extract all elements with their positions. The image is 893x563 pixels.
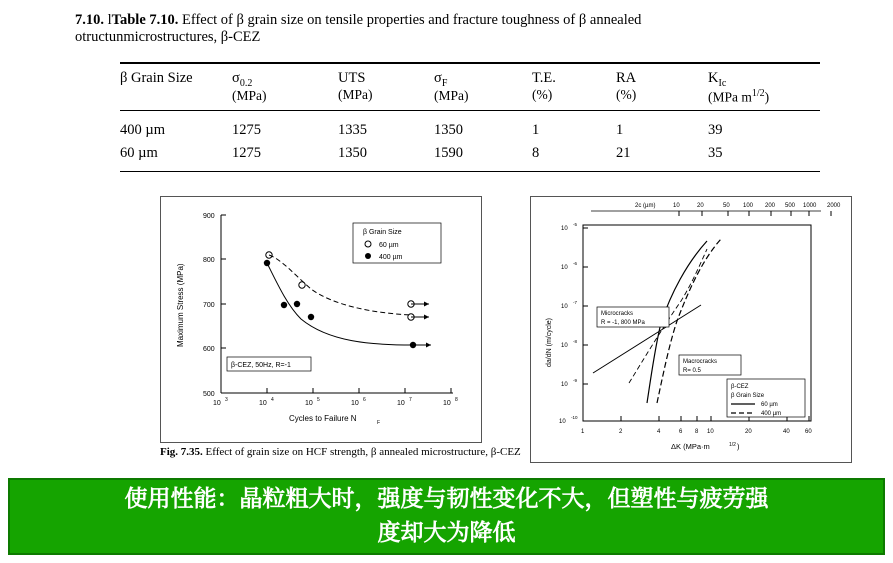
summary-banner [8,478,885,555]
svg-text:10: 10 [305,400,313,407]
svg-text:50: 50 [723,203,730,209]
svg-text:600: 600 [203,346,215,353]
header-main: RA [616,69,637,86]
svg-text:-5: -5 [573,222,578,227]
svg-text:Maximum Stress (MPa): Maximum Stress (MPa) [176,263,185,347]
svg-text:): ) [737,442,740,451]
svg-text:60: 60 [805,429,812,435]
header-main: $K_{Ic}$ [708,69,727,89]
svg-text:-8: -8 [573,339,578,344]
cell-fracture-toughness: 35 [708,144,723,161]
svg-text:10: 10 [443,400,451,407]
svg-text:20: 20 [745,429,752,435]
svg-text:da/dN (m/cycle): da/dN (m/cycle) [546,317,553,367]
header-main: $\sigma_{0.2}$ [232,69,253,89]
svg-text:2: 2 [619,429,623,435]
column-header-fracture-stress [434,64,532,108]
cell-uts: 1335 [338,121,367,138]
svg-text:4: 4 [271,397,274,403]
caption-table-label: Table 7.10. [111,12,179,28]
cell-fracture-stress: 1590 [434,144,463,161]
svg-text:-7: -7 [573,300,578,305]
svg-text:10: 10 [213,400,221,407]
svg-text:Microcracks: Microcracks [601,311,634,317]
svg-text:500: 500 [785,203,796,209]
figure-caption-text: Effect of grain size on HCF strength, β annealed microstructure, β-CEZ [205,446,521,458]
caption-section-number: 7.10. [75,12,104,28]
svg-text:60 µm: 60 µm [761,402,778,408]
table-caption-line2 [75,29,875,46]
cell-total-elongation: 8 [532,144,540,161]
svg-text:700: 700 [203,302,215,309]
svg-text:10: 10 [259,400,267,407]
cell-ra: 21 [616,144,631,161]
svg-text:R = -1, 800 MPa: R = -1, 800 MPa [601,320,645,326]
svg-text:6: 6 [679,429,683,435]
header-unit: (MPa) [434,88,469,104]
figures-area [60,196,850,466]
header-main: UTS [338,69,366,86]
cell-grain-size: 60 µm [120,144,158,161]
svg-text:60 µm: 60 µm [379,242,399,249]
banner-line-2: 度却大为降低 [377,519,516,546]
svg-text:β-CEZ: β-CEZ [731,384,749,390]
cell-total-elongation: 1 [532,121,540,138]
header-unit: (MPa) [338,86,373,102]
caption-text: Effect of β grain size on tensile properties and fracture toughness of β annealed [182,12,642,28]
svg-text:8: 8 [695,429,699,435]
caption-line2-overlap: otructun [75,29,124,45]
svg-text:400 µm: 400 µm [379,254,403,261]
svg-text:10: 10 [561,304,568,310]
svg-text:8: 8 [455,397,458,403]
svg-text:10: 10 [351,400,359,407]
table-row [120,119,820,142]
svg-text:1/2: 1/2 [729,442,736,448]
figure-hcf-strength [160,196,482,443]
svg-text:1000: 1000 [803,203,817,209]
figure-caption-number: Fig. 7.35. [160,446,203,458]
svg-text:7: 7 [409,397,412,403]
cell-grain-size: 400 µm [120,121,166,138]
header-unit: (%) [616,86,637,102]
header-unit: (%) [532,86,553,102]
cell-ra: 1 [616,121,624,138]
cell-uts: 1350 [338,144,367,161]
svg-text:3: 3 [225,397,228,403]
svg-text:β Grain Size: β Grain Size [731,393,765,399]
svg-text:-10: -10 [571,415,578,420]
svg-text:10: 10 [561,382,568,388]
svg-text:1: 1 [581,429,585,435]
svg-text:-6: -6 [573,261,578,266]
svg-text:200: 200 [765,203,776,209]
table-row [120,142,820,165]
svg-text:800: 800 [203,257,215,264]
header-main: $\sigma_F$ [434,69,448,89]
svg-text:10: 10 [561,226,568,232]
svg-text:ΔK (MPa·m: ΔK (MPa·m [671,442,710,451]
svg-text:Macrocracks: Macrocracks [683,359,718,365]
svg-text:10: 10 [561,343,568,349]
svg-text:20: 20 [697,203,704,209]
header-main: T.E. [532,69,556,86]
column-header-total-elongation [532,64,616,108]
svg-text:β-CEZ, 50Hz, R=-1: β-CEZ, 50Hz, R=-1 [231,362,291,369]
cell-yield-strength: 1275 [232,121,261,138]
header-unit: (MPa $m^{1/2}$) [708,88,770,105]
table-caption [75,10,875,31]
svg-text:Cycles to Failure N: Cycles to Failure N [289,414,357,423]
data-table [120,62,820,172]
figure-crack-growth [530,196,852,463]
svg-text:500: 500 [203,391,215,398]
caption-overlap-char: l [107,12,112,28]
table-bottom-rule [120,171,820,173]
svg-text:10: 10 [559,419,566,425]
svg-text:900: 900 [203,213,215,220]
hcf-chart-svg [161,197,479,440]
svg-text:4: 4 [657,429,661,435]
cell-yield-strength: 1275 [232,144,261,161]
header-main: β Grain Size [120,69,193,86]
svg-text:400 µm: 400 µm [761,411,782,417]
svg-text:R= 0.5: R= 0.5 [683,368,701,374]
table-header-row [120,64,820,108]
svg-text:10: 10 [707,429,714,435]
svg-text:6: 6 [363,397,366,403]
svg-text:-9: -9 [573,378,578,383]
column-header-fracture-toughness [708,64,820,108]
svg-text:10: 10 [673,203,680,209]
svg-text:2c (µm): 2c (µm) [635,203,656,209]
column-header-uts [338,64,434,108]
banner-line-1: 使用性能：晶粒粗大时，强度与韧性变化不大，但塑性与疲劳强 [124,486,769,513]
caption-line2-text: microstructures, β-CEZ [123,29,261,45]
column-header-ra [616,64,708,108]
column-header-grain-size [120,64,232,108]
figure-caption [160,446,580,458]
svg-text:F: F [377,420,381,426]
svg-text:100: 100 [743,203,754,209]
crack-growth-chart-svg [531,197,849,460]
svg-text:5: 5 [317,397,320,403]
svg-text:40: 40 [783,429,790,435]
column-header-yield-strength [232,64,338,108]
header-unit: (MPa) [232,88,267,104]
cell-fracture-stress: 1350 [434,121,463,138]
svg-text:10: 10 [561,265,568,271]
svg-text:10: 10 [397,400,405,407]
svg-text:β Grain Size: β Grain Size [363,229,402,236]
cell-fracture-toughness: 39 [708,121,723,138]
svg-text:2000: 2000 [827,203,841,209]
table-mid-rule [120,110,820,111]
